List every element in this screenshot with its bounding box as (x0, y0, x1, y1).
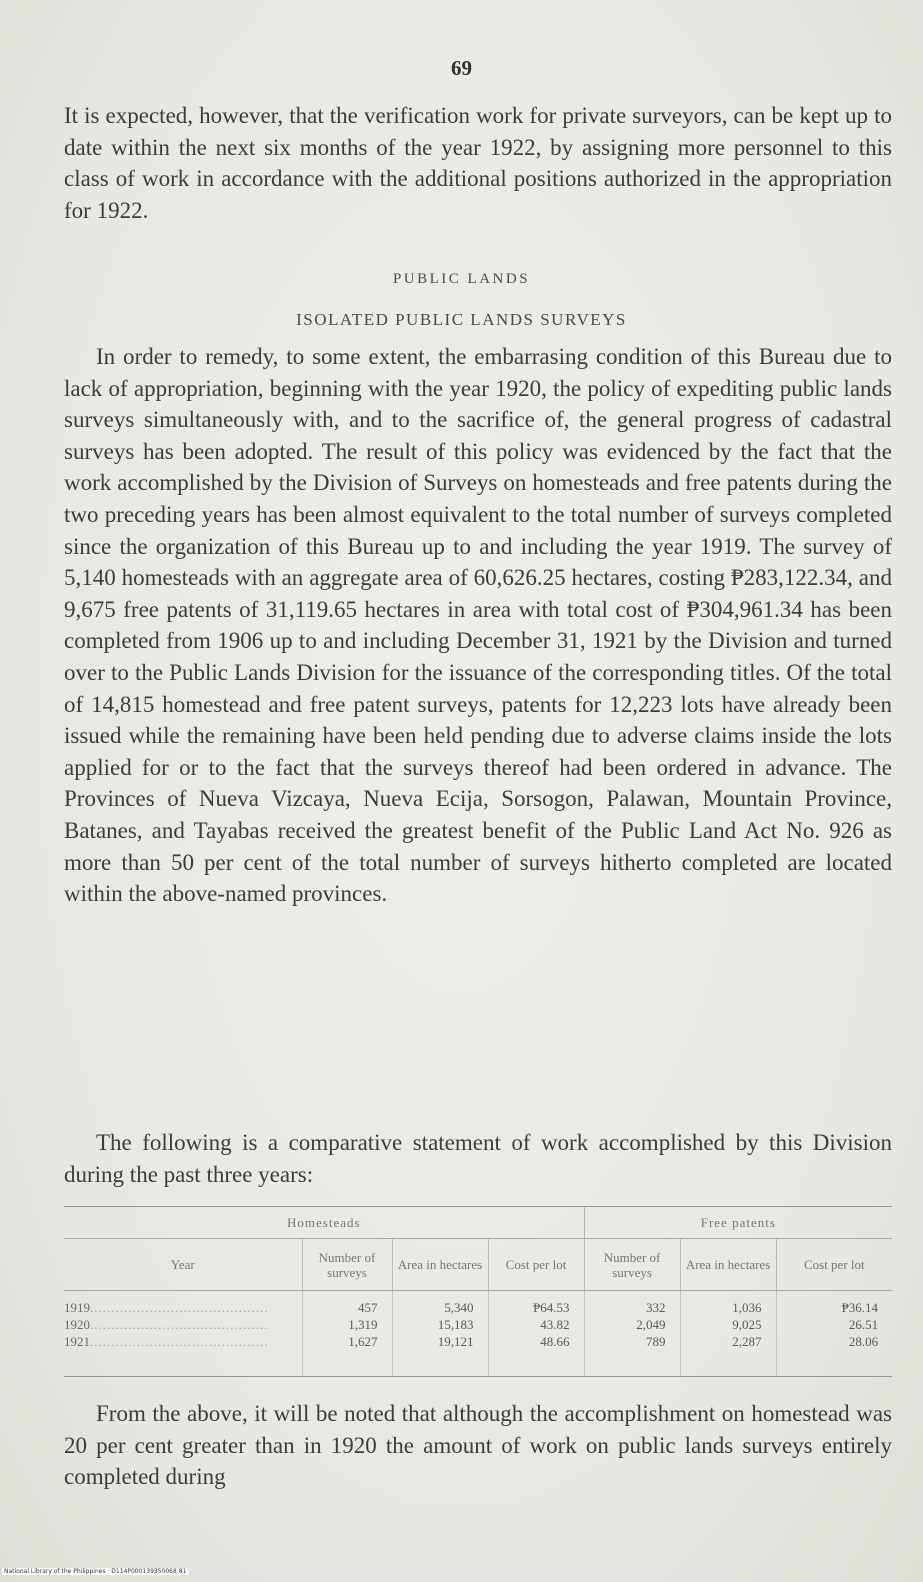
cell-homestead-area: 15,183 (392, 1316, 488, 1333)
subsection-heading-isolated-surveys: ISOLATED PUBLIC LANDS SURVEYS (296, 310, 627, 329)
dot-leader: .......................................... (90, 1334, 269, 1349)
surveys-table (64, 1206, 892, 1377)
cell-free-patent-area: 9,025 (680, 1316, 776, 1333)
paragraph-final: From the above, it will be noted that although the accomplishment on homestead was 20 per cent greater than in 1920 the amount of work on public lands surveys entirely completed during (64, 1401, 892, 1490)
cell-homestead-number: 1,627 (302, 1333, 392, 1377)
column-header-free-patent-area: Area in hectares (680, 1239, 776, 1291)
table-row (64, 1291, 892, 1317)
paragraph-intro: It is expected, however, that the verification work for private surveyors, can be kept up to date within the next six months of the year 1922, by assigning more personnel to this class of work in accordance with the additional positions authorized in the appropriation for 1922. (64, 103, 892, 223)
paragraph-main: In order to remedy, to some extent, the embarrasing condition of this Bureau due to lack of appropriation, beginning with the year 1920, the policy of expediting public lands surveys simultaneously with, and to the sacrifice of, the general progress of cadastral surveys has been adopted. The result of this policy was evidenced by the fact that the work accomplished by the Division of Surveys on homesteads and free patents during the two preceding years has been almost equivalent to the total number of surveys completed since the organization of this Bureau up to and including the year 1919. The survey of 5,140 homesteads with an aggregate area of 60,626.25 hectares, costing ₱283,122.34, and 9,675 free patents of 31,119.65 hectares in area with total cost of ₱304,961.34 has been completed from 1906 up to and including December 31, 1921 by the Division and turned over to the Public Lands Division for the issuance of the corresponding titles. Of the total of 14,815 homestead and free patent surveys, patents for 12,223 lots have already been issued while the remaining have been held pending due to adverse claims inside the lots applied for or to the fact that the surveys thereof had been ordered in advance. The Provinces of Nueva Vizcaya, Nueva Ecija, Sorsogon, Palawan, Mountain Province, Batanes, and Tayabas received the greatest benefit of the Public Land Act No. 926 as more than 50 per cent of the total number of surveys hitherto completed are located within the above-named provinces. (64, 344, 892, 907)
group-header-free-patents: Free patents (584, 1207, 892, 1239)
table-group-header-row (64, 1207, 892, 1239)
page-number: 69 (451, 56, 472, 80)
cell-free-patent-cost: 26.51 (776, 1316, 892, 1333)
row-year: 1919 (64, 1300, 90, 1315)
table-column-header-row (64, 1239, 892, 1291)
table-row (64, 1333, 892, 1377)
column-header-free-patent-cost: Cost per lot (776, 1239, 892, 1291)
cell-homestead-area: 5,340 (392, 1291, 488, 1317)
column-header-homestead-cost: Cost per lot (488, 1239, 584, 1291)
group-header-homesteads: Homesteads (64, 1207, 584, 1239)
row-year: 1921 (64, 1334, 90, 1349)
cell-free-patent-number: 2,049 (584, 1316, 680, 1333)
cell-free-patent-cost: 28.06 (776, 1333, 892, 1377)
dot-leader: .......................................... (90, 1317, 269, 1332)
paragraph-following: The following is a comparative statement of work accomplished by this Division during the past three years: (64, 1130, 892, 1187)
cell-homestead-cost: ₱64.53 (488, 1291, 584, 1317)
cell-homestead-cost: 43.82 (488, 1316, 584, 1333)
cell-homestead-cost: 48.66 (488, 1333, 584, 1377)
comparative-statement-table (64, 1206, 892, 1377)
cell-free-patent-area: 1,036 (680, 1291, 776, 1317)
cell-homestead-area: 19,121 (392, 1333, 488, 1377)
cell-homestead-number: 1,319 (302, 1316, 392, 1333)
cell-homestead-number: 457 (302, 1291, 392, 1317)
cell-free-patent-cost: ₱36.14 (776, 1291, 892, 1317)
cell-free-patent-number: 789 (584, 1333, 680, 1377)
column-header-free-patent-number: Number of surveys (584, 1239, 680, 1291)
column-header-homestead-area: Area in hectares (392, 1239, 488, 1291)
table-row (64, 1316, 892, 1333)
scan-footer-note: National Library of the Philippines · D114P000139350068 81 (4, 1568, 187, 1575)
section-heading-public-lands: PUBLIC LANDS (392, 271, 531, 287)
dot-leader: .......................................... (90, 1300, 269, 1315)
column-header-year: Year (64, 1239, 302, 1291)
cell-free-patent-number: 332 (584, 1291, 680, 1317)
column-header-homestead-number: Number of surveys (302, 1239, 392, 1291)
row-year: 1920 (64, 1317, 90, 1332)
cell-free-patent-area: 2,287 (680, 1333, 776, 1377)
